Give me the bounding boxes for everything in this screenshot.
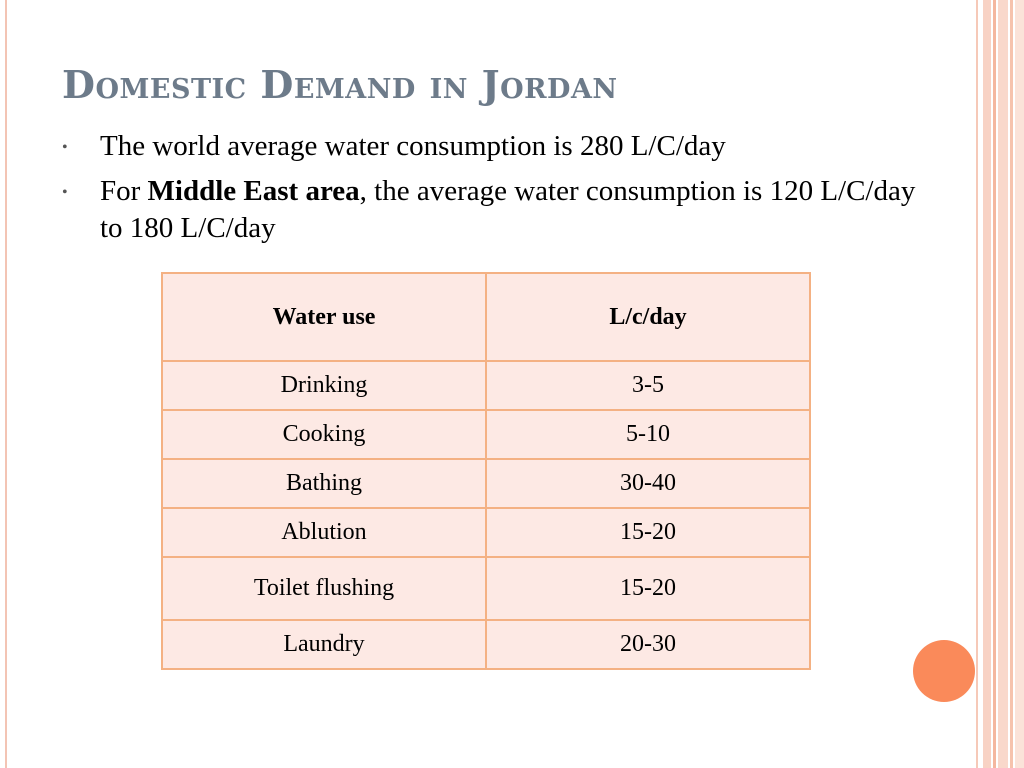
header-water-use: Water use: [162, 273, 486, 361]
cell-use: Toilet flushing: [162, 557, 486, 620]
cell-use: Cooking: [162, 410, 486, 459]
cell-use: Bathing: [162, 459, 486, 508]
bullet-item: [62, 173, 942, 247]
cell-value: 20-30: [486, 620, 810, 669]
bullet-icon: •: [62, 184, 68, 201]
cell-value: 5-10: [486, 410, 810, 459]
right-stripe-decoration: [976, 0, 978, 768]
table-header-row: [162, 273, 810, 361]
bullet-text: The world average water consumption is 280 L/C/day: [100, 130, 726, 162]
table-row: [162, 410, 810, 459]
bullet-text-bold: Middle East area: [147, 175, 360, 207]
bullet-icon: •: [62, 139, 68, 156]
cell-value: 30-40: [486, 459, 810, 508]
right-stripe-decoration: [998, 0, 1008, 768]
table-row: [162, 508, 810, 557]
header-lcday: L/c/day: [486, 273, 810, 361]
orange-circle-decoration: [913, 640, 975, 702]
table-row: [162, 557, 810, 620]
table-row: [162, 459, 810, 508]
left-border-decoration: [0, 0, 7, 768]
slide-title: Domestic Demand in Jordan: [62, 62, 618, 107]
table-row: [162, 361, 810, 410]
bullet-list: [62, 128, 942, 255]
right-stripe-decoration: [993, 0, 996, 768]
cell-use: Laundry: [162, 620, 486, 669]
bullet-text-suffix: , the average water consumption is 120 L/C/day to 180 L/C/day: [100, 175, 916, 244]
table-row: [162, 620, 810, 669]
cell-value: 15-20: [486, 557, 810, 620]
right-stripe-decoration: [1010, 0, 1013, 768]
cell-use: Ablution: [162, 508, 486, 557]
bullet-text-prefix: For: [100, 175, 148, 207]
cell-value: 15-20: [486, 508, 810, 557]
cell-use: Drinking: [162, 361, 486, 410]
cell-value: 3-5: [486, 361, 810, 410]
right-stripe-decoration: [983, 0, 991, 768]
water-use-table: [161, 272, 811, 670]
bullet-item: [62, 128, 942, 165]
right-stripe-decoration: [1015, 0, 1024, 768]
